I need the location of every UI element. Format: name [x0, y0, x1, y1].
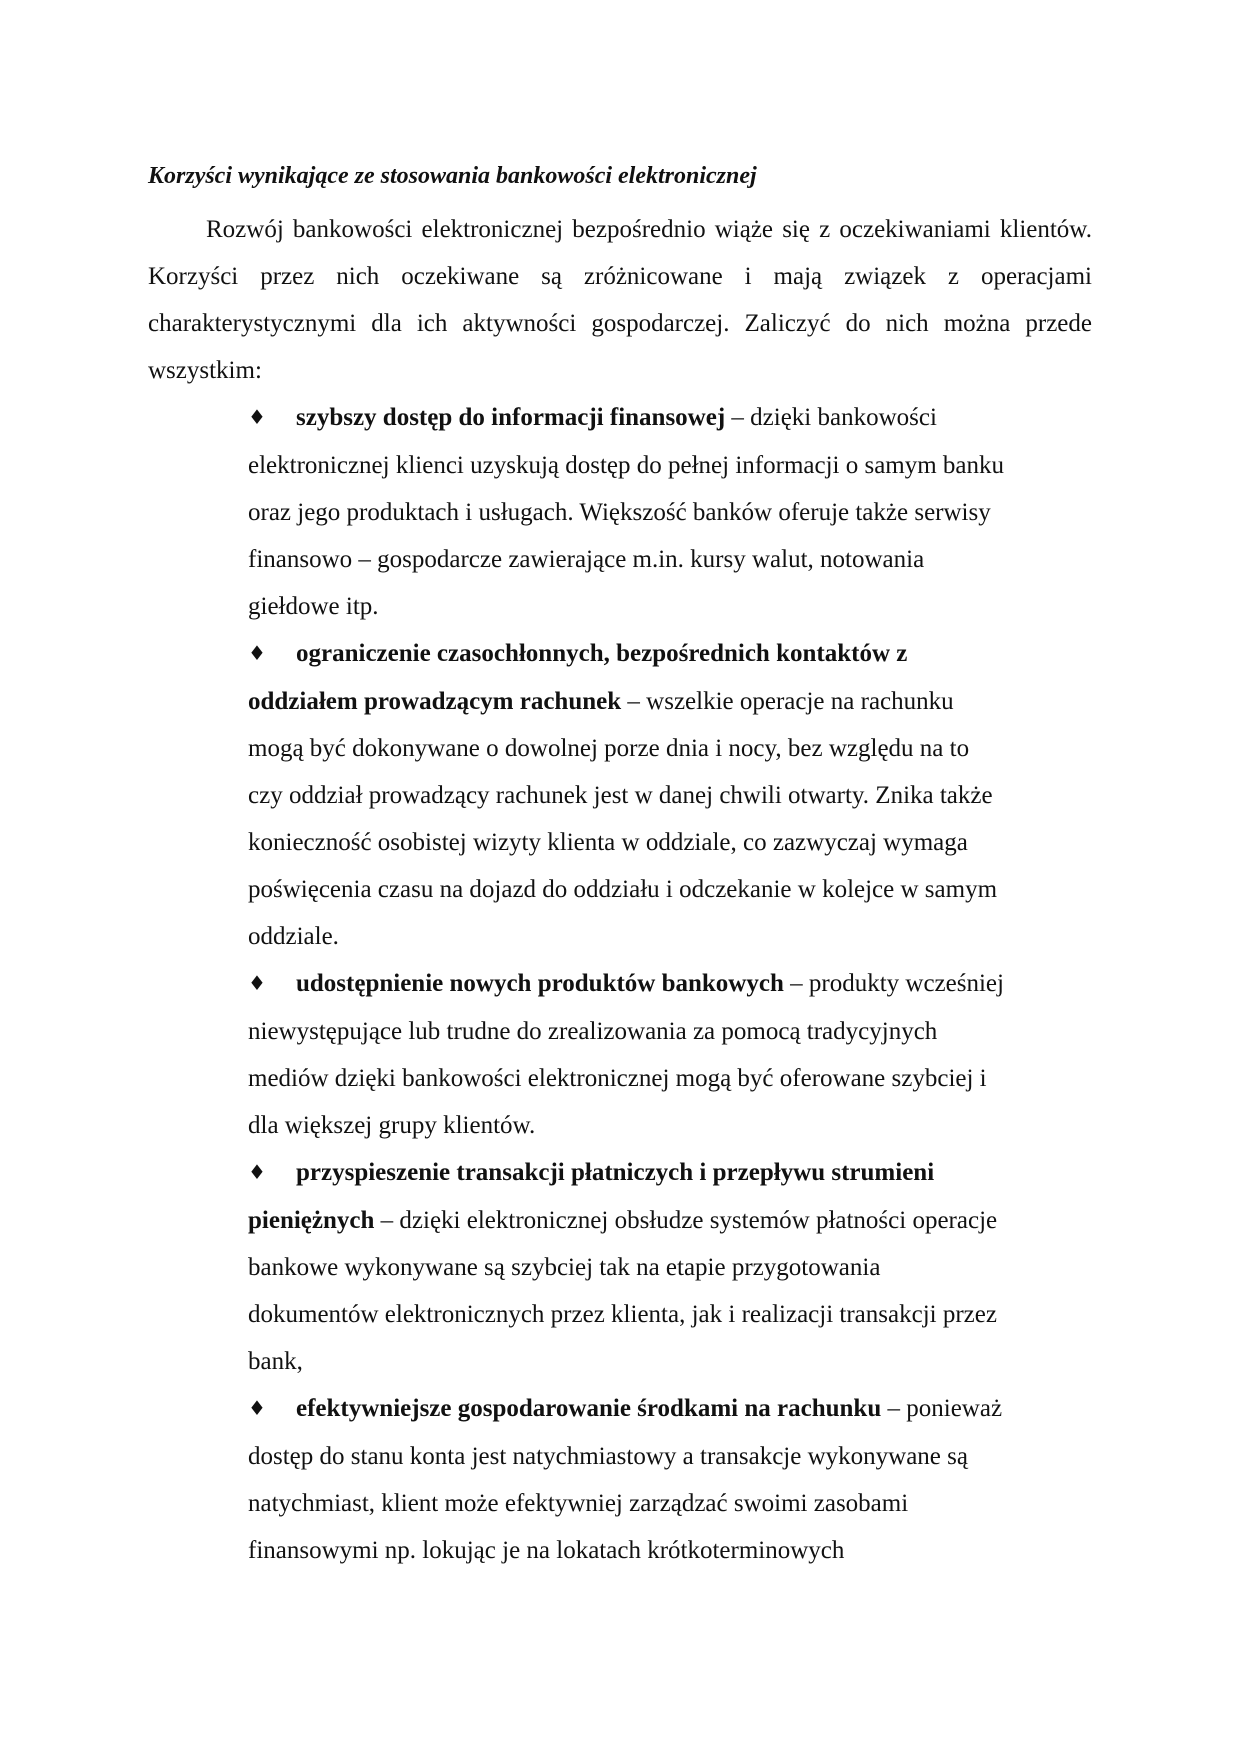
- diamond-bullet-icon: ♦: [248, 1160, 266, 1184]
- document-page: [148, 160, 1092, 1574]
- benefit-description: – wszelkie operacje na rachunku mogą być dokonywane o dowolnej porze dnia i nocy, bez względu na to czy oddział prowadzący rachunek jest w danej chwili otwarty. Znika także konieczność osobistej wizyty klienta w oddziale, co zazwyczaj wymaga poświęcenia czasu na dojazd do oddziału i odczekanie w kolejce w samym oddziale.: [248, 688, 998, 950]
- benefit-description: – dzięki bankowości elektronicznej klienci uzyskują dostęp do pełnej informacji o samym banku oraz jego produktach i usługach. Większość banków oferuje także serwisy finansowo – gospodarcze zawierające m.in. kursy walut, notowania giełdowe itp.: [248, 404, 1005, 620]
- benefits-list: [148, 394, 1008, 1574]
- benefit-description: – dzięki elektronicznej obsłudze systemów płatności operacje bankowe wykonywane są szybciej tak na etapie przygotowania dokumentów elektronicznych przez klienta, jak i realizacji transakcji przez bank,: [248, 1207, 998, 1375]
- intro-paragraph: Rozwój bankowości elektronicznej bezpośrednio wiąże się z oczekiwaniami klientów. Korzyści przez nich oczekiwane są zróżnicowane i mają związek z operacjami charakterystycznymi dla ich aktywności gospodarczej. Zaliczyć do nich można przede wszystkim:: [148, 216, 1092, 384]
- benefit-description: – produkty wcześniej niewystępujące lub trudne do zrealizowania za pomocą tradycyjnych mediów dzięki bankowości elektronicznej mogą być oferowane szybciej i dla większej grupy klientów.: [248, 970, 1004, 1139]
- diamond-bullet-icon: ♦: [248, 1396, 266, 1420]
- benefit-term: szybszy dostęp do informacji finansowej: [296, 404, 726, 431]
- benefit-description: – ponieważ dostęp do stanu konta jest natychmiastowy a transakcje wykonywane są natychmiast, klient może efektywniej zarządzać swoimi zasobami finansowymi np. lokując je na lokatach krótkoterminowych: [248, 1395, 1003, 1564]
- list-item: [248, 1385, 1008, 1574]
- benefit-term: efektywniejsze gospodarowanie środkami na rachunku: [296, 1395, 882, 1422]
- diamond-bullet-icon: ♦: [248, 405, 266, 429]
- list-item: [248, 1149, 1008, 1385]
- diamond-bullet-icon: ♦: [248, 641, 266, 665]
- document-title: Korzyści wynikające ze stosowania bankowości elektronicznej: [148, 163, 757, 189]
- benefit-term: udostępnienie nowych produktów bankowych: [296, 970, 784, 997]
- list-item: [248, 394, 1008, 630]
- benefit-term: ograniczenie czasochłonnych, bezpośrednich kontaktów z oddziałem prowadzącym rachunek: [248, 640, 908, 715]
- benefit-term: przyspieszenie transakcji płatniczych i przepływu strumieni pieniężnych: [248, 1159, 935, 1234]
- diamond-bullet-icon: ♦: [248, 971, 266, 995]
- list-item: [248, 960, 1008, 1149]
- list-item: [248, 630, 1008, 960]
